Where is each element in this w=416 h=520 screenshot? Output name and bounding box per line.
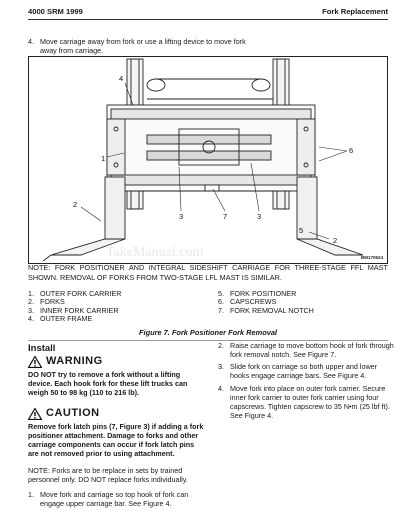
legend-item: 3. INNER FORK CARRIER: [28, 305, 119, 315]
caution-title: CAUTION: [46, 407, 100, 419]
legend-item: 2. FORKS: [28, 297, 65, 307]
header-section-title: Fork Replacement: [322, 7, 388, 16]
caution-text: Remove fork latch pins (7, Figure 3) if adding a fork positioner attachment. Damage to forks and other carriage components can occur if fork latch pins are not removed prior to using attachment.: [28, 422, 204, 458]
callout-7: 7: [223, 212, 228, 221]
step-text: Move carriage away from fork or use a lifting device to move fork away from carriage.: [40, 37, 246, 55]
callout-5: 5: [299, 226, 304, 235]
step-number: 3.: [218, 362, 224, 371]
watermark-logo: TakeManual.com: [106, 245, 204, 260]
legend-item: 6. CAPSCREWS: [218, 297, 277, 307]
step-text: Raise carriage to move bottom hook of fork through fork removal notch. See Figure 7.: [230, 341, 394, 359]
legend-item: 1. OUTER FORK CARRIER: [28, 289, 122, 298]
warning-text: DO NOT try to remove a fork without a lifting device. Each hook fork for these lift trucks can weigh 50 to 98 kg (110 to 216 lb).: [28, 370, 188, 397]
legend-item: 5. FORK POSITIONER: [218, 289, 297, 298]
fork-carriage-drawing: [29, 57, 387, 263]
callout-2-left: 2: [73, 200, 78, 209]
callout-3-right: 3: [257, 212, 262, 221]
warning-title: WARNING: [46, 355, 103, 367]
legend-item: 4. OUTER FRAME: [28, 313, 93, 323]
header-doc-id: 4000 SRM 1999: [28, 7, 83, 16]
header-divider: [28, 19, 388, 20]
step-number: 2.: [218, 341, 224, 350]
step-text: Slide fork on carriage so both upper and lower hooks engage carriage bars. See Figure 4.: [230, 362, 378, 380]
step-text: Move fork and carriage so top hook of fork can engage upper carriage bar. See Figure 4.: [40, 490, 189, 508]
legend-item: 7. FORK REMOVAL NOTCH: [218, 305, 314, 315]
callout-4: 4: [119, 74, 124, 83]
callout-6: 6: [349, 146, 354, 155]
figure-illustration: [28, 56, 388, 264]
figure-id: BM170624: [360, 255, 383, 260]
warning-icon: [28, 356, 42, 368]
step-number: 4.: [28, 37, 34, 46]
legend-left: [28, 290, 121, 323]
legend-right: [218, 290, 314, 315]
note-paragraph: NOTE: Forks are to be replace in sets by trained personnel only. DO NOT replace forks individually.: [28, 466, 188, 484]
callout-2-right: 2: [333, 236, 338, 245]
callout-1: 1: [101, 154, 106, 163]
step-number: 4.: [218, 384, 224, 393]
caution-icon: [28, 408, 42, 420]
callout-3-left: 3: [179, 212, 184, 221]
step-text: Move fork into place on outer fork carrier. Secure inner fork carrier to outer fork carrier using four capscrews. Tighten capscrew to 35 N•m (25 lbf ft). See Figure 4.: [230, 384, 390, 420]
install-heading: Install: [28, 343, 56, 354]
figure-caption: Figure 7. Fork Positioner Fork Removal: [139, 328, 277, 337]
step-number: 1.: [28, 490, 34, 499]
figure-note: NOTE: FORK POSITIONER AND INTEGRAL SIDESHIFT CARRIAGE FOR THREE-STAGE FFL MAST SHOWN. REMOVAL OF FORKS FROM TWO-STAGE LFL MAST IS SIMILAR.: [28, 263, 388, 282]
